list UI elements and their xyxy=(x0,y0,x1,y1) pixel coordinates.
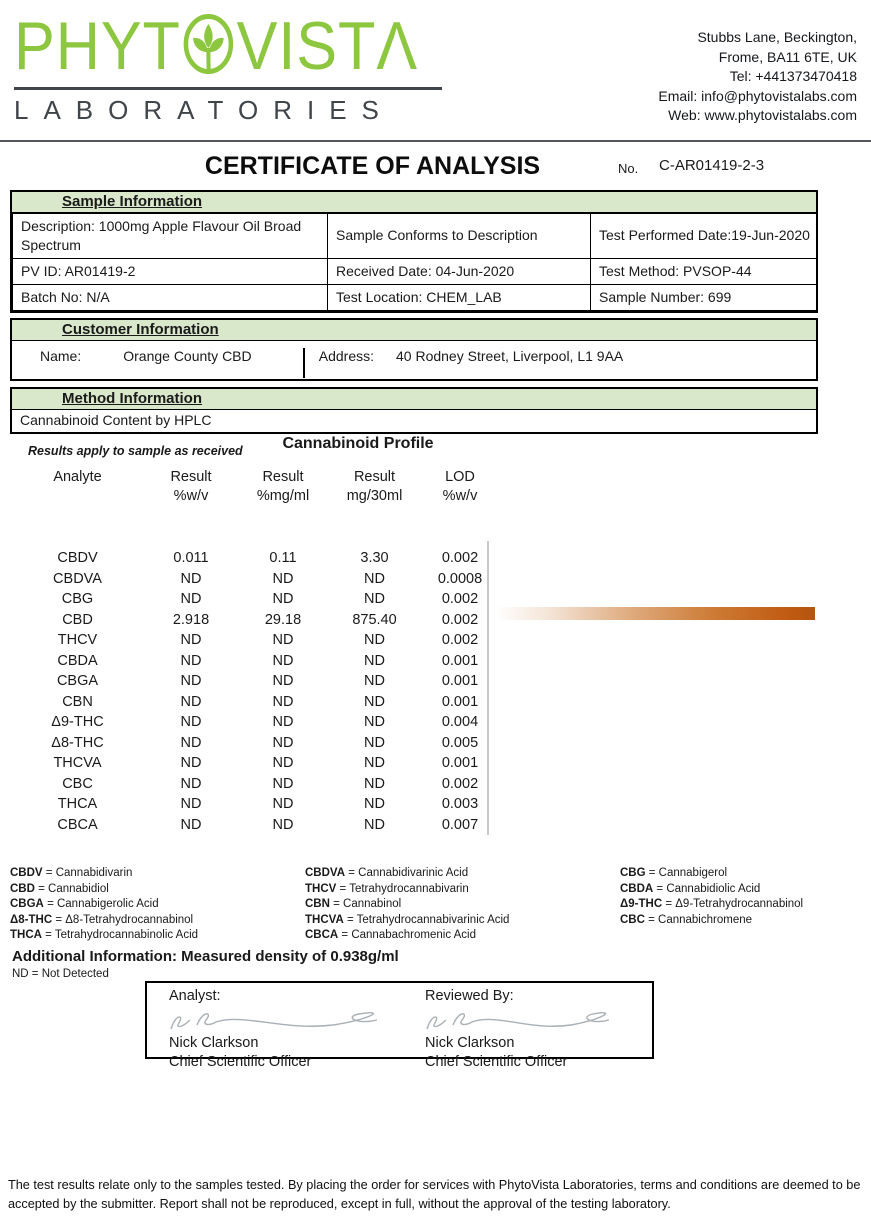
result-cell: 0.011 xyxy=(173,550,209,566)
result-cell: 29.18 xyxy=(264,611,302,628)
customer-address-value: 40 Rodney Street, Liverpool, L1 9AA xyxy=(396,347,624,364)
legend-item: CBDA = Cannabidiolic Acid xyxy=(620,882,761,895)
legend-item: CBN = Cannabinol xyxy=(305,898,402,910)
reviewed-by-label: Reviewed By: xyxy=(425,988,514,1004)
result-cell: 0.001 xyxy=(441,652,479,669)
legend-item: CBD = Cannabidiol xyxy=(10,882,109,895)
sample-description-cell: Description: 1000mg Apple Flavour Oil Broad Spectrum xyxy=(13,214,328,259)
legend-item: CBDV = Cannabidivarin xyxy=(10,867,133,879)
result-cell: 0.003 xyxy=(441,796,479,812)
legend-col-2 xyxy=(305,866,620,944)
logo-text-part2: VIST xyxy=(236,8,377,84)
result-cell: ND xyxy=(364,652,385,669)
customer-address-label: Address: xyxy=(318,347,374,364)
result-cell: ND xyxy=(364,591,385,607)
pv-id-cell: PV ID: AR01419-2 xyxy=(13,258,328,284)
cannabinoid-results-table xyxy=(10,468,500,835)
batch-no-cell: Batch No: N/A xyxy=(13,284,328,310)
result-cell: THCA xyxy=(57,796,98,812)
contact-tel: Tel: +441373470418 xyxy=(729,68,857,84)
reviewer-title: Chief Scientific Officer xyxy=(425,1054,568,1070)
results-tbody xyxy=(10,548,500,835)
result-cell: ND xyxy=(364,734,385,751)
phytovista-logo xyxy=(14,8,464,130)
result-cell: ND xyxy=(364,755,385,771)
result-cell: 875.40 xyxy=(352,611,397,628)
test-location-cell: Test Location: CHEM_LAB xyxy=(328,284,591,310)
analyst-title: Chief Scientific Officer xyxy=(169,1054,312,1070)
result-row xyxy=(10,692,500,713)
result-cell: ND xyxy=(180,632,202,648)
method-information-header: Method Information xyxy=(12,389,816,410)
legend-item: CBDVA = Cannabidivarinic Acid xyxy=(305,867,469,879)
result-cell: 3.30 xyxy=(360,550,389,566)
result-cell: ND xyxy=(180,693,202,710)
analyst-signature-block xyxy=(147,983,409,1070)
result-cell: ND xyxy=(272,693,294,710)
result-row xyxy=(10,651,500,672)
additional-information: Additional Information: Measured density of 0.938g/ml xyxy=(12,948,399,965)
legend-item: CBCA = Cannabachromenic Acid xyxy=(305,929,476,941)
result-row xyxy=(10,733,500,754)
result-cell: 0.002 xyxy=(441,632,479,648)
result-cell: CBDV xyxy=(57,550,98,566)
result-cell: ND xyxy=(364,693,385,710)
result-row xyxy=(10,774,500,795)
result-cell: CBG xyxy=(61,591,94,607)
result-cell: ND xyxy=(180,755,202,771)
result-cell: CBCA xyxy=(57,816,98,833)
result-cell: 2.918 xyxy=(172,611,210,628)
table-row xyxy=(13,284,817,310)
reviewer-signature-icon xyxy=(419,1005,629,1035)
result-row xyxy=(10,630,500,651)
result-cell: CBDVA xyxy=(53,570,102,587)
result-cell: 0.002 xyxy=(441,591,479,607)
legend-item: THCA = Tetrahydrocannabinolic Acid xyxy=(10,929,199,941)
result-cell: CBC xyxy=(62,775,93,792)
result-cell: ND xyxy=(272,591,294,607)
result-cell: ND xyxy=(272,570,294,587)
result-row xyxy=(10,548,500,569)
col-header-lod: LOD %w/v xyxy=(442,469,478,504)
result-cell: ND xyxy=(364,775,385,792)
reviewer-signature-block xyxy=(409,983,652,1070)
signature-box xyxy=(145,981,654,1070)
result-cell: ND xyxy=(272,755,294,771)
analyst-label: Analyst: xyxy=(169,988,221,1004)
customer-name-label: Name: xyxy=(40,347,82,364)
abbreviation-legend xyxy=(10,866,862,944)
legend-item: Δ9-THC = Δ9-Tetrahydrocannabinol xyxy=(620,898,804,910)
result-cell: 0.005 xyxy=(441,734,479,751)
result-cell: ND xyxy=(180,652,202,669)
result-cell: CBD xyxy=(62,611,93,628)
legend-item: THCV = Tetrahydrocannabivarin xyxy=(305,882,469,895)
result-cell: 0.11 xyxy=(269,550,297,566)
result-row xyxy=(10,815,500,836)
result-row xyxy=(10,610,500,631)
spacer-row xyxy=(10,506,500,548)
leaf-icon xyxy=(183,14,235,78)
legend-col-3 xyxy=(620,866,862,944)
logo-divider xyxy=(14,87,442,90)
sample-information-box xyxy=(10,190,818,313)
result-cell: ND xyxy=(180,816,202,833)
result-cell: ND xyxy=(272,734,294,751)
method-value: Cannabinoid Content by HPLC xyxy=(20,411,212,428)
certificate-title: CERTIFICATE OF ANALYSIS xyxy=(204,152,541,180)
result-cell: ND xyxy=(272,632,294,648)
results-header-row xyxy=(10,468,500,506)
result-cell: CBN xyxy=(62,693,93,710)
sample-information-table xyxy=(12,213,817,311)
logo-text-part3: Λ xyxy=(376,8,419,84)
result-cell: ND xyxy=(272,714,294,730)
logo-subtitle: LABORATORIES xyxy=(14,95,394,125)
result-cell: ND xyxy=(364,816,385,833)
col-header-result-wv: Result %w/v xyxy=(170,469,212,504)
result-row xyxy=(10,589,500,610)
result-cell: ND xyxy=(364,570,385,587)
reviewer-name: Nick Clarkson xyxy=(425,1035,515,1051)
result-cell: 0.004 xyxy=(441,714,479,730)
result-cell: ND xyxy=(364,714,385,730)
results-note: Results apply to sample as received xyxy=(28,444,243,458)
contact-address-line1: Stubbs Lane, Beckington, xyxy=(697,29,857,45)
contact-web: Web: www.phytovistalabs.com xyxy=(668,107,857,123)
table-row xyxy=(13,214,817,259)
legend-item: CBG = Cannabigerol xyxy=(620,867,728,879)
sample-conforms-cell: Sample Conforms to Description xyxy=(328,214,591,259)
result-cell: 0.002 xyxy=(441,550,479,566)
customer-row xyxy=(12,341,816,379)
result-cell: Δ8-THC xyxy=(51,734,104,751)
result-cell: ND xyxy=(272,673,294,689)
legend-item: CBGA = Cannabigerolic Acid xyxy=(10,898,159,910)
result-cell: ND xyxy=(364,632,385,648)
result-cell: ND xyxy=(180,591,202,607)
result-cell: ND xyxy=(180,570,202,587)
result-row xyxy=(10,753,500,774)
page-header xyxy=(0,0,871,142)
customer-row-divider xyxy=(303,348,305,378)
legend-item: THCVA = Tetrahydrocannabivarinic Acid xyxy=(305,913,510,926)
col-header-analyte: Analyte xyxy=(53,469,102,485)
test-performed-date-cell: Test Performed Date:19-Jun-2020 xyxy=(591,214,817,259)
result-cell: ND xyxy=(180,734,202,751)
result-cell: THCVA xyxy=(53,755,102,771)
customer-information-header: Customer Information xyxy=(12,320,816,341)
test-method-cell: Test Method: PVSOP-44 xyxy=(591,258,817,284)
title-row xyxy=(0,142,871,190)
customer-name-value: Orange County CBD xyxy=(123,347,252,364)
result-cell: 0.007 xyxy=(441,816,479,833)
nd-note: ND = Not Detected xyxy=(12,968,109,980)
result-cell: ND xyxy=(364,796,385,812)
lab-contact-info xyxy=(658,12,861,130)
legend-item: CBC = Cannabichromene xyxy=(620,913,753,926)
result-row xyxy=(10,794,500,815)
result-cell: ND xyxy=(180,714,202,730)
result-cell: ND xyxy=(272,652,294,669)
analyst-name: Nick Clarkson xyxy=(169,1035,259,1051)
cannabinoid-profile-title: Cannabinoid Profile xyxy=(282,435,434,452)
sample-information-header: Sample Information xyxy=(12,192,816,213)
legend-col-1 xyxy=(10,866,305,944)
sample-number-cell: Sample Number: 699 xyxy=(591,284,817,310)
result-cell: 0.002 xyxy=(441,775,479,792)
logo-text-part1: PHYT xyxy=(14,8,181,84)
result-cell: 0.001 xyxy=(441,755,479,771)
result-cell: 0.0008 xyxy=(437,570,483,587)
result-cell: Δ9-THC xyxy=(51,714,104,730)
result-cell: 0.002 xyxy=(441,611,479,628)
results-right-divider xyxy=(487,541,489,835)
customer-information-box xyxy=(10,318,818,381)
result-cell: ND xyxy=(180,673,202,689)
certificate-no-value: C-AR01419-2-3 xyxy=(659,157,765,174)
result-cell: ND xyxy=(180,775,202,792)
result-cell: ND xyxy=(180,796,202,812)
footer-disclaimer: The test results relate only to the samples tested. By placing the order for services with PhytoVista Laboratories, terms and conditions are deemed to be accepted by the submitter. Report shall not be reproduced, except in full, without the approval of the testing laboratory. xyxy=(8,1178,861,1212)
logo-wordmark xyxy=(14,8,419,84)
result-row xyxy=(10,712,500,733)
result-cell: ND xyxy=(272,775,294,792)
contact-address-line2: Frome, BA11 6TE, UK xyxy=(718,48,857,65)
result-row xyxy=(10,671,500,692)
analyst-signature-icon xyxy=(163,1005,398,1035)
result-cell: 0.001 xyxy=(441,673,479,689)
result-cell: ND xyxy=(272,796,294,812)
result-cell: ND xyxy=(364,673,385,689)
result-row xyxy=(10,569,500,590)
col-header-result-mg30ml: Result mg/30ml xyxy=(346,469,403,504)
result-cell: THCV xyxy=(57,632,98,648)
table-row xyxy=(13,258,817,284)
contact-email: Email: info@phytovistalabs.com xyxy=(658,87,857,104)
certificate-no-label: No. xyxy=(618,161,639,176)
col-header-result-mgml: Result %mg/ml xyxy=(256,469,310,504)
received-date-cell: Received Date: 04-Jun-2020 xyxy=(328,258,591,284)
result-cell: 0.001 xyxy=(441,693,479,710)
result-cell: CBGA xyxy=(56,673,99,689)
legend-item: Δ8-THC = Δ8-Tetrahydrocannabinol xyxy=(10,913,194,926)
cbd-gradient-bar xyxy=(496,607,815,620)
result-cell: ND xyxy=(272,816,294,833)
method-information-box xyxy=(10,387,818,434)
result-cell: CBDA xyxy=(57,652,98,669)
